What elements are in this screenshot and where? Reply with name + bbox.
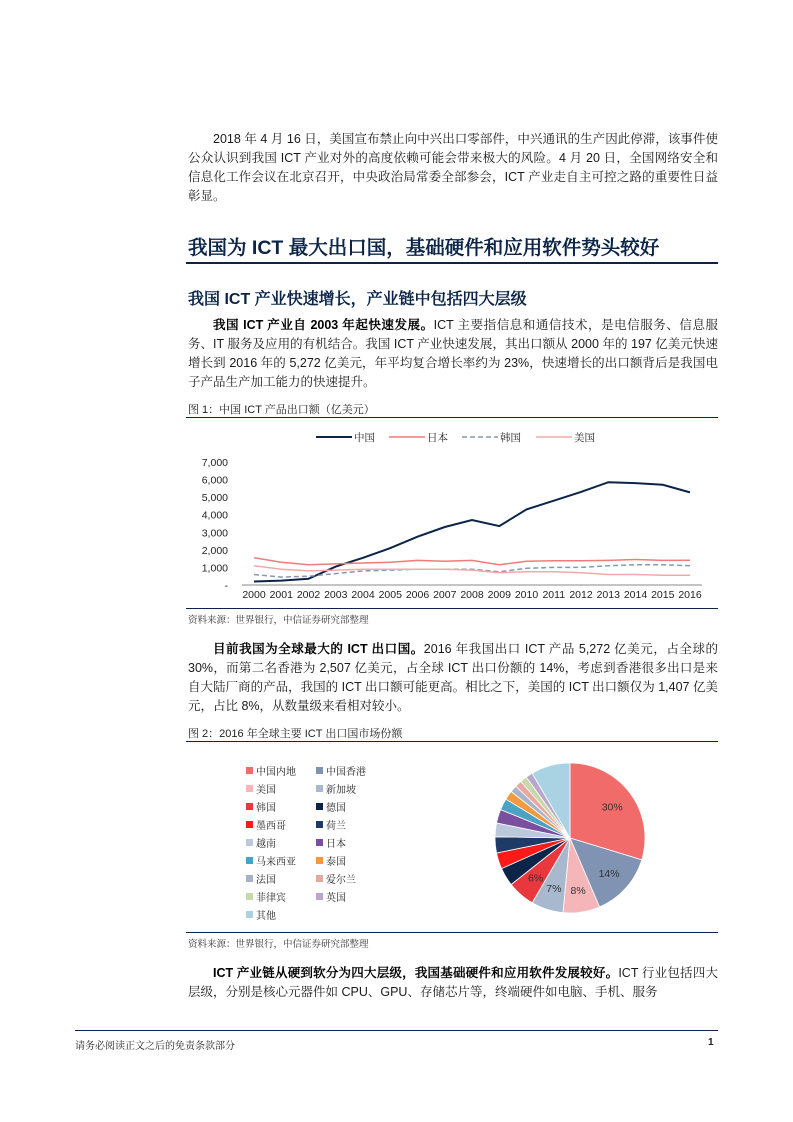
legend-label: 韩国 bbox=[500, 432, 521, 444]
subsection-title: 我国 ICT 产业快速增长，产业链中包括四大层级 bbox=[188, 291, 527, 308]
legend-swatch bbox=[316, 821, 323, 828]
paragraph-lead: ICT 产业链从硬到软分为四大层级，我国基础硬件和应用软件发展较好。 bbox=[213, 966, 619, 980]
paragraph-lead: 我国 ICT 产业自 2003 年起快速发展。 bbox=[213, 318, 434, 332]
legend-swatch bbox=[246, 785, 253, 792]
y-tick-label: 7,000 bbox=[201, 457, 228, 469]
legend-item-日本 bbox=[389, 431, 448, 444]
pie-legend-item-德国 bbox=[316, 799, 346, 814]
legend-label: 马来西亚 bbox=[256, 857, 296, 868]
legend-label: 新加坡 bbox=[326, 785, 356, 796]
x-tick-label: 2007 bbox=[433, 589, 457, 601]
paragraph-lead: 目前我国为全球最大的 ICT 出口国。 bbox=[213, 642, 424, 656]
pie-legend-item-越南 bbox=[246, 835, 276, 850]
section-title: 我国为 ICT 最大出口国，基础硬件和应用软件势头较好 bbox=[188, 237, 660, 259]
legend-label: 爱尔兰 bbox=[326, 875, 356, 886]
legend-swatch bbox=[246, 875, 253, 882]
pie-legend-item-泰国 bbox=[316, 853, 346, 868]
pie-legend-item-中国香港 bbox=[316, 763, 366, 778]
page-number: 1 bbox=[708, 1037, 714, 1048]
x-tick-label: 2014 bbox=[623, 589, 648, 601]
legend-swatch bbox=[316, 875, 323, 882]
paragraph-body: ICT 行业包括四大层级，分别是核心元器件如 CPU、GPU、存储芯片等，终端硬件如电脑、手机、服务 bbox=[188, 966, 718, 999]
y-tick-label: 2,000 bbox=[201, 544, 228, 557]
legend-swatch bbox=[316, 803, 323, 810]
figure1-top-rule bbox=[186, 417, 718, 418]
x-tick-label: 2015 bbox=[651, 589, 675, 601]
figure2-top-rule bbox=[186, 741, 718, 742]
legend-swatch bbox=[246, 767, 253, 774]
pie-legend-item-墨西哥 bbox=[246, 817, 286, 832]
line-chart bbox=[186, 420, 718, 608]
legend-swatch bbox=[246, 821, 253, 828]
pie-legend-item-菲律宾 bbox=[246, 889, 286, 904]
x-tick-label: 2001 bbox=[269, 589, 293, 601]
series-line-中国 bbox=[254, 482, 690, 581]
legend-label: 中国香港 bbox=[326, 767, 366, 778]
pie-legend-item-英国 bbox=[316, 889, 346, 904]
legend-label: 中国 bbox=[354, 432, 375, 444]
pie-legend-item-其他 bbox=[246, 907, 276, 922]
paragraph-ict-growth bbox=[188, 316, 718, 392]
series-line-日本 bbox=[254, 558, 690, 565]
legend-label: 墨西哥 bbox=[256, 821, 286, 832]
legend-label: 越南 bbox=[256, 839, 276, 850]
legend-swatch bbox=[316, 839, 323, 846]
x-tick-label: 2012 bbox=[569, 589, 593, 601]
y-tick-label: 5,000 bbox=[201, 492, 228, 505]
pie-legend-item-韩国 bbox=[246, 799, 276, 814]
x-tick-label: 2002 bbox=[296, 589, 321, 601]
figure2-title: 图 2：2016 年全球主要 ICT 出口国市场份额 bbox=[188, 728, 403, 740]
pie-legend-item-马来西亚 bbox=[246, 853, 296, 868]
legend-swatch bbox=[316, 767, 323, 774]
legend-item-韩国 bbox=[462, 431, 521, 444]
pie-legend-item-日本 bbox=[316, 835, 346, 850]
section-divider bbox=[186, 262, 718, 264]
pie-legend-item-爱尔兰 bbox=[316, 871, 356, 886]
pie-legend-item-法国 bbox=[246, 871, 276, 886]
legend-label: 英国 bbox=[326, 893, 346, 904]
y-tick-label: 4,000 bbox=[201, 509, 228, 522]
pie-data-label: 8% bbox=[570, 884, 586, 897]
footer-disclaimer: 请务必阅读正文之后的免责条款部分 bbox=[75, 1041, 235, 1052]
y-tick-label: 6,000 bbox=[201, 474, 228, 487]
legend-swatch bbox=[246, 911, 253, 918]
pie-data-label: 14% bbox=[598, 868, 620, 880]
legend-label: 中国内地 bbox=[256, 767, 296, 778]
legend-item-美国 bbox=[536, 431, 595, 444]
x-tick-label: 2013 bbox=[596, 589, 620, 601]
footer-divider bbox=[75, 1030, 718, 1031]
pie-legend-item-中国内地 bbox=[246, 763, 296, 778]
legend-label: 美国 bbox=[574, 432, 595, 444]
legend-label: 其他 bbox=[256, 911, 276, 922]
figure1-title: 图 1：中国 ICT 产品出口额（亿美元） bbox=[188, 404, 375, 416]
legend-label: 韩国 bbox=[256, 803, 276, 814]
legend-label: 德国 bbox=[326, 803, 346, 814]
x-tick-label: 2008 bbox=[460, 589, 484, 601]
legend-item-中国 bbox=[316, 431, 375, 444]
x-tick-label: 2016 bbox=[678, 589, 702, 601]
legend-label: 泰国 bbox=[326, 857, 346, 868]
legend-label: 菲律宾 bbox=[256, 893, 286, 904]
pie-chart bbox=[490, 760, 660, 920]
paragraph-body: ICT 主要指信息和通信技术，是电信服务、信息服务、IT 服务及应用的有机结合。我国 ICT 产业快速发展，其出口额从 2000 年的 197 亿美元快速增长到 2016 年的 5,272 亿美元，年平均复合增长率约为 23%，快速增长的出口额背后是我国电子产品生产加工能力的快速提升。 bbox=[188, 318, 718, 389]
pie-data-label: 30% bbox=[601, 801, 623, 814]
legend-label: 日本 bbox=[326, 839, 346, 850]
x-tick-label: 2004 bbox=[351, 589, 375, 601]
legend-swatch bbox=[246, 893, 253, 900]
legend-swatch bbox=[246, 803, 253, 810]
paragraph-industry-chain bbox=[188, 964, 718, 1002]
x-tick-label: 2000 bbox=[242, 589, 266, 601]
figure1-source: 资料来源：世界银行，中信证券研究部整理 bbox=[188, 615, 369, 626]
intro-paragraph: 2018 年 4 月 16 日，美国宣布禁止向中兴出口零部件，中兴通讯的生产因此停滞，该事件使公众认识到我国 ICT 产业对外的高度依赖可能会带来极大的风险。4 月 20 日，全国网络安全和信息化工作会议在北京召开，中央政治局常委全部参会，ICT 产业走自主可控之路的重要性日益彰显。 bbox=[188, 132, 718, 203]
legend-label: 荷兰 bbox=[326, 821, 346, 832]
x-tick-label: 2010 bbox=[514, 589, 539, 601]
y-tick-label: 3,000 bbox=[201, 527, 228, 540]
pie-legend-item-荷兰 bbox=[316, 817, 346, 832]
figure2-source: 资料来源：世界银行，中信证券研究部整理 bbox=[188, 939, 369, 950]
y-tick-label: 1,000 bbox=[201, 562, 228, 575]
pie-legend-item-新加坡 bbox=[316, 781, 356, 796]
paragraph-body: 2016 年我国出口 ICT 产品 5,272 亿美元，占全球的 30%，而第二名香港为 2,507 亿美元，占全球 ICT 出口份额的 14%，考虑到香港很多出口是来自大陆厂商的产品，我国的 ICT 出口额可能更高。相比之下，美国的 ICT 出口额仅为 1,407 亿美元，占比 8%，从数量级来看相对较小。 bbox=[188, 642, 718, 713]
legend-label: 日本 bbox=[427, 432, 448, 444]
figure1-bottom-rule bbox=[186, 608, 718, 609]
x-tick-label: 2011 bbox=[542, 589, 566, 601]
x-tick-label: 2009 bbox=[487, 589, 511, 601]
pie-data-label: 6% bbox=[528, 872, 544, 885]
paragraph-largest-exporter bbox=[188, 640, 718, 716]
x-tick-label: 2005 bbox=[378, 589, 402, 601]
legend-swatch bbox=[316, 785, 323, 792]
legend-swatch bbox=[316, 857, 323, 864]
legend-swatch bbox=[316, 893, 323, 900]
legend-label: 法国 bbox=[256, 875, 276, 886]
legend-swatch bbox=[246, 857, 253, 864]
y-tick-label: - bbox=[224, 580, 228, 592]
figure2-bottom-rule bbox=[186, 932, 718, 933]
x-tick-label: 2003 bbox=[324, 589, 348, 601]
legend-label: 美国 bbox=[256, 785, 276, 796]
legend-swatch bbox=[246, 839, 253, 846]
pie-legend-item-美国 bbox=[246, 781, 276, 796]
pie-data-label: 7% bbox=[546, 883, 562, 895]
x-tick-label: 2006 bbox=[405, 589, 430, 601]
